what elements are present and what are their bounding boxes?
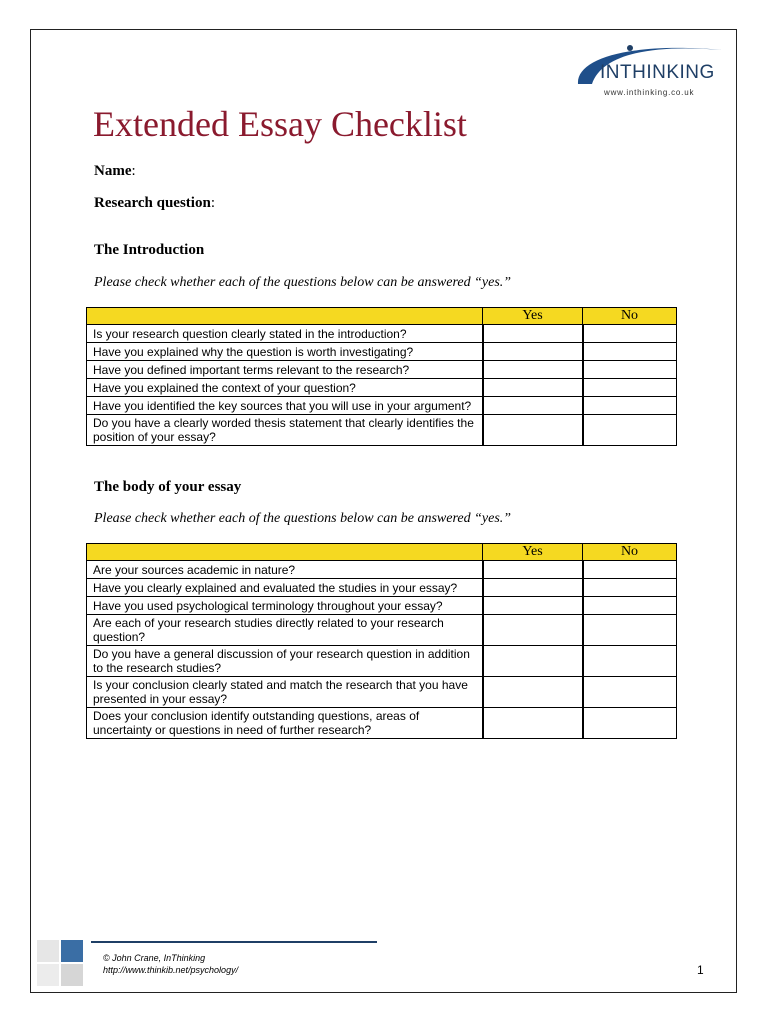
table-header-row — [87, 308, 677, 325]
table-row — [87, 325, 677, 343]
table-row — [87, 379, 677, 397]
page-number: 1 — [697, 963, 704, 977]
inthinking-logo — [572, 38, 724, 100]
no-column-header: No — [583, 308, 677, 325]
yes-column-header: Yes — [483, 308, 583, 325]
yes-checkbox-cell[interactable] — [483, 397, 583, 415]
no-checkbox-cell[interactable] — [583, 397, 677, 415]
yes-checkbox-cell[interactable] — [483, 561, 583, 579]
no-checkbox-cell[interactable] — [583, 579, 677, 597]
table-row — [87, 415, 677, 446]
no-checkbox-cell[interactable] — [583, 597, 677, 615]
research-question-field: Research question: — [94, 195, 215, 211]
table-row — [87, 343, 677, 361]
table-row — [87, 597, 677, 615]
table-row — [87, 579, 677, 597]
name-label: Name — [94, 163, 132, 179]
no-checkbox-cell[interactable] — [583, 379, 677, 397]
yes-checkbox-cell[interactable] — [483, 361, 583, 379]
question-text: Have you clearly explained and evaluated the studies in your essay? — [87, 579, 483, 597]
question-text: Have you explained why the question is worth investigating? — [87, 343, 483, 361]
yes-checkbox-cell[interactable] — [483, 708, 583, 739]
yes-checkbox-cell[interactable] — [483, 615, 583, 646]
question-text: Does your conclusion identify outstanding questions, areas of uncertainty or questions in need of further research? — [87, 708, 483, 739]
yes-checkbox-cell[interactable] — [483, 379, 583, 397]
table-row — [87, 397, 677, 415]
logo-wordmark: INTHINKING — [600, 62, 715, 83]
question-text: Do you have a general discussion of your research question in addition to the research studies? — [87, 646, 483, 677]
no-checkbox-cell[interactable] — [583, 361, 677, 379]
table-header-row — [87, 544, 677, 561]
table-row — [87, 361, 677, 379]
research-question-label: Research question — [94, 195, 211, 211]
body-checklist-table — [86, 543, 677, 739]
yes-checkbox-cell[interactable] — [483, 677, 583, 708]
no-checkbox-cell[interactable] — [583, 677, 677, 708]
page-title: Extended Essay Checklist — [93, 104, 467, 144]
no-checkbox-cell[interactable] — [583, 325, 677, 343]
no-column-header: No — [583, 544, 677, 561]
table-row — [87, 677, 677, 708]
no-checkbox-cell[interactable] — [583, 415, 677, 446]
question-text: Is your conclusion clearly stated and match the research that you have presented in your essay? — [87, 677, 483, 708]
logo-url: www.inthinking.co.uk — [604, 88, 695, 97]
name-field: Name: — [94, 163, 136, 179]
question-text: Have you explained the context of your question? — [87, 379, 483, 397]
no-checkbox-cell[interactable] — [583, 646, 677, 677]
yes-checkbox-cell[interactable] — [483, 343, 583, 361]
no-checkbox-cell[interactable] — [583, 615, 677, 646]
section-heading: The Introduction — [94, 242, 205, 258]
yes-checkbox-cell[interactable] — [483, 325, 583, 343]
yes-checkbox-cell[interactable] — [483, 415, 583, 446]
footer-copyright: © John Crane, InThinking — [103, 953, 206, 963]
yes-checkbox-cell[interactable] — [483, 597, 583, 615]
question-text: Have you defined important terms relevant to the research? — [87, 361, 483, 379]
footer-url[interactable]: http://www.thinkib.net/psychology/ — [103, 965, 239, 975]
question-text: Are each of your research studies directly related to your research question? — [87, 615, 483, 646]
section-instruction: Please check whether each of the questions below can be answered “yes.” — [94, 275, 512, 290]
introduction-checklist-table — [86, 307, 677, 446]
section-instruction: Please check whether each of the questions below can be answered “yes.” — [94, 511, 512, 526]
no-checkbox-cell[interactable] — [583, 343, 677, 361]
question-text: Have you identified the key sources that you will use in your argument? — [87, 397, 483, 415]
table-row — [87, 615, 677, 646]
question-text: Do you have a clearly worded thesis statement that clearly identifies the position of your essay? — [87, 415, 483, 446]
yes-column-header: Yes — [483, 544, 583, 561]
no-checkbox-cell[interactable] — [583, 708, 677, 739]
no-checkbox-cell[interactable] — [583, 561, 677, 579]
table-row — [87, 646, 677, 677]
section-heading: The body of your essay — [94, 479, 242, 495]
question-text: Have you used psychological terminology throughout your essay? — [87, 597, 483, 615]
question-column-header — [87, 544, 483, 561]
yes-checkbox-cell[interactable] — [483, 579, 583, 597]
question-column-header — [87, 308, 483, 325]
table-row — [87, 708, 677, 739]
footer-rule — [91, 941, 377, 943]
table-row — [87, 561, 677, 579]
yes-checkbox-cell[interactable] — [483, 646, 583, 677]
question-text: Are your sources academic in nature? — [87, 561, 483, 579]
question-text: Is your research question clearly stated in the introduction? — [87, 325, 483, 343]
